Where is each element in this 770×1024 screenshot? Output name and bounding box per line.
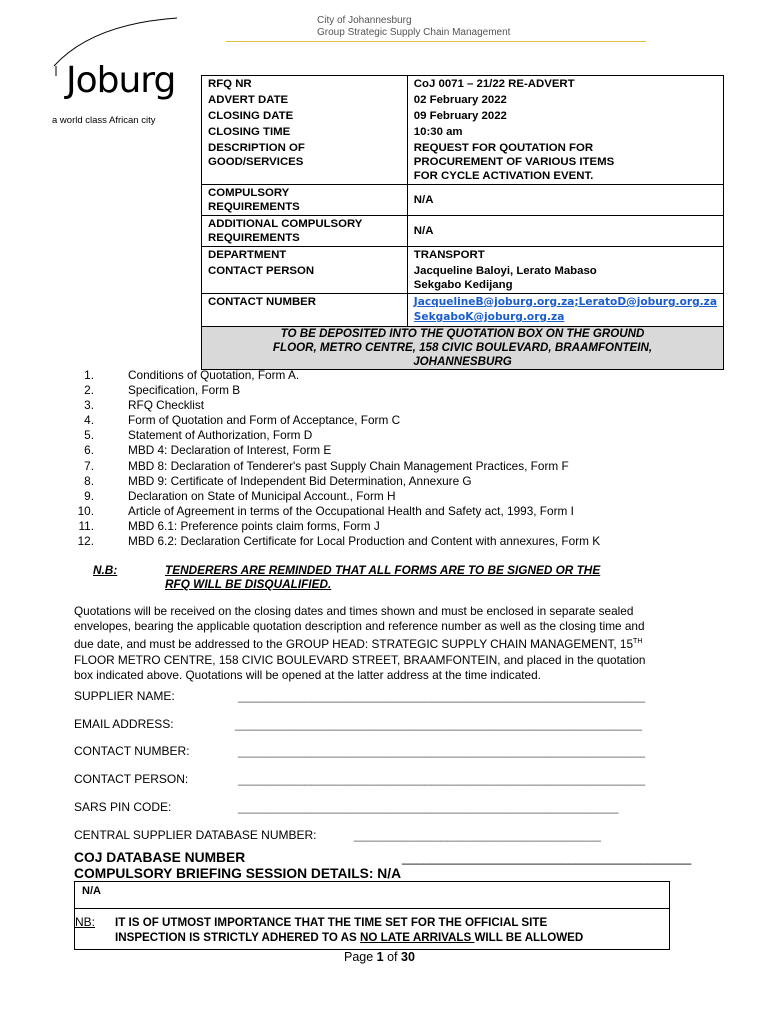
nb2-label: NB:	[75, 915, 96, 929]
form-list-item	[70, 459, 600, 474]
email-link-2[interactable]: SekgaboK@joburg.org.za	[413, 311, 565, 323]
nb-label: N.B:	[93, 563, 118, 577]
email-link-1[interactable]: JacquelineB@joburg.org.za;LeratoD@joburg.org.za	[413, 296, 717, 308]
form-list-item	[70, 383, 600, 398]
form-list-item	[70, 534, 600, 549]
coj-database-label: COJ DATABASE NUMBER	[74, 850, 246, 865]
header-rule	[226, 41, 646, 42]
closing-time-value: 10:30 am	[407, 124, 723, 140]
form-number: 5.	[84, 428, 94, 443]
form-number: 6.	[84, 443, 94, 458]
form-list-item	[70, 428, 600, 443]
sars-pin-field[interactable]: SARS PIN CODE: _________________________________________________________	[74, 800, 619, 814]
forms-list	[70, 368, 600, 549]
form-title: MBD 6.2: Declaration Certificate for Local Production and Content with annexures, Form K	[128, 534, 601, 549]
form-list-item	[70, 368, 600, 383]
contact-person-value: Jacqueline Baloyi, Lerato Mabaso Sekgabo Kedijang	[407, 263, 723, 294]
form-list-item	[70, 398, 600, 413]
description-label: DESCRIPTION OF GOOD/SERVICES	[202, 140, 408, 185]
form-number: 7.	[84, 458, 94, 473]
form-number: 10.	[77, 503, 94, 518]
form-title: MBD 6.1: Preference points claim forms, Form J	[128, 518, 380, 533]
advert-date-label: ADVERT DATE	[202, 92, 408, 108]
rfq-details-table	[201, 75, 724, 370]
nb2-warning: IT IS OF UTMOST IMPORTANCE THAT THE TIME SET FOR THE OFFICIAL SITE INSPECTION IS STRICTLY ADHERED TO AS NO LATE ARRIVALS WILL BE ALLOWED	[115, 916, 584, 944]
form-title: Specification, Form B	[128, 383, 241, 398]
rfq-nr-value: CoJ 0071 – 21/22 RE-ADVERT	[407, 76, 723, 93]
logo-wordmark: Joburg	[66, 60, 176, 101]
page-number: Page 1 of 30	[344, 950, 415, 964]
description-value: REQUEST FOR QOUTATION FOR PROCUREMENT OF VARIOUS ITEMS FOR CYCLE ACTIVATION EVENT.	[407, 140, 723, 185]
header-dept: Group Strategic Supply Chain Management	[317, 27, 511, 38]
department-label: DEPARTMENT	[202, 247, 408, 264]
deposit-instructions: TO BE DEPOSITED INTO THE QUOTATION BOX ON THE GROUND FLOOR, METRO CENTRE, 158 CIVIC BOULEVARD, BRAAMFONTEIN, JOHANNESBURG	[202, 327, 724, 370]
contact-emails	[407, 294, 723, 327]
form-number: 2.	[84, 383, 94, 398]
form-list-item	[70, 443, 600, 458]
document-header	[317, 15, 510, 39]
form-number: 8.	[84, 473, 94, 488]
form-title: Article of Agreement in terms of the Occupational Health and Safety act, 1993, Form I	[128, 503, 574, 518]
form-list-item	[70, 413, 600, 428]
form-number: 1.	[84, 368, 94, 382]
briefing-session-label: COMPULSORY BRIEFING SESSION DETAILS: N/A	[74, 866, 402, 881]
form-title: Form of Quotation and Form of Acceptance, Form C	[128, 413, 401, 428]
closing-time-label: CLOSING TIME	[202, 124, 408, 140]
form-title: Statement of Authorization, Form D	[128, 428, 313, 443]
closing-date-value: 09 February 2022	[407, 108, 723, 124]
form-number: 4.	[84, 413, 94, 428]
compulsory-label: COMPULSORY REQUIREMENTS	[202, 185, 408, 216]
contact-person-field[interactable]: CONTACT PERSON: _____________________________________________________________	[74, 772, 646, 786]
nb-warning: TENDERERS ARE REMINDED THAT ALL FORMS ARE TO BE SIGNED OR THE RFQ WILL BE DISQUALIFIED.	[165, 563, 601, 591]
department-value: TRANSPORT	[407, 247, 723, 264]
form-number: 11.	[78, 518, 94, 533]
submission-paragraph: Quotations will be received on the closing dates and times shown and must be enclosed in separate sealed envelopes, bearing the applicable quotation description and reference number as well as the closing time and due date, and must be addressed to the GROUP HEAD: STRATEGIC SUPPLY CHAIN MANAGEMENT, 15TH FLOOR METRO CENTRE, 158 CIVIC BOULEVARD STREET, BRAAMFONTEIN, and placed in the quotation box indicated above. Quotations will be opened at the latter address at the time indicated.	[74, 604, 646, 682]
form-title: MBD 8: Declaration of Tenderer's past Supply Chain Management Practices, Form F	[128, 458, 569, 473]
form-number: 12.	[77, 534, 94, 549]
closing-date-label: CLOSING DATE	[202, 108, 408, 124]
contact-number-field[interactable]: CONTACT NUMBER: _____________________________________________________________	[74, 744, 646, 758]
briefing-box	[74, 881, 670, 950]
email-address-field[interactable]: EMAIL ADDRESS: _____________________________________________________________	[74, 717, 643, 731]
joburg-logo	[52, 16, 182, 126]
header-org: City of Johannesburg	[317, 15, 412, 26]
compulsory-value: N/A	[407, 185, 723, 216]
form-title: Conditions of Quotation, Form A.	[128, 368, 300, 382]
form-title: Declaration on State of Municipal Account., Form H	[128, 488, 396, 503]
form-number: 3.	[84, 398, 94, 413]
csd-number-field[interactable]: CENTRAL SUPPLIER DATABASE NUMBER: _____________________________________	[74, 828, 601, 842]
rfq-nr-label: RFQ NR	[202, 76, 408, 93]
coj-database-section	[74, 850, 401, 882]
contact-number-label: CONTACT NUMBER	[202, 294, 408, 327]
logo-tagline: a world class African city	[52, 115, 156, 126]
additional-compulsory-value: N/A	[407, 216, 723, 247]
form-list-item	[70, 504, 600, 519]
form-list-item	[70, 474, 600, 489]
advert-date-value: 02 February 2022	[407, 92, 723, 108]
supplier-name-field[interactable]: SUPPLIER NAME: _____________________________________________________________	[74, 689, 646, 703]
form-title: MBD 9: Certificate of Independent Bid Determination, Annexure G	[128, 473, 472, 488]
box-divider	[75, 908, 669, 909]
coj-database-input[interactable]: ________________________________________	[402, 850, 692, 865]
briefing-na: N/A	[82, 885, 101, 897]
form-title: RFQ Checklist	[128, 398, 205, 413]
form-number: 9.	[84, 488, 94, 503]
form-title: MBD 4: Declaration of Interest, Form E	[128, 443, 332, 458]
form-list-item	[70, 519, 600, 534]
form-list-item	[70, 489, 600, 504]
additional-compulsory-label: ADDITIONAL COMPULSORY REQUIREMENTS	[202, 216, 408, 247]
contact-person-label: CONTACT PERSON	[202, 263, 408, 294]
